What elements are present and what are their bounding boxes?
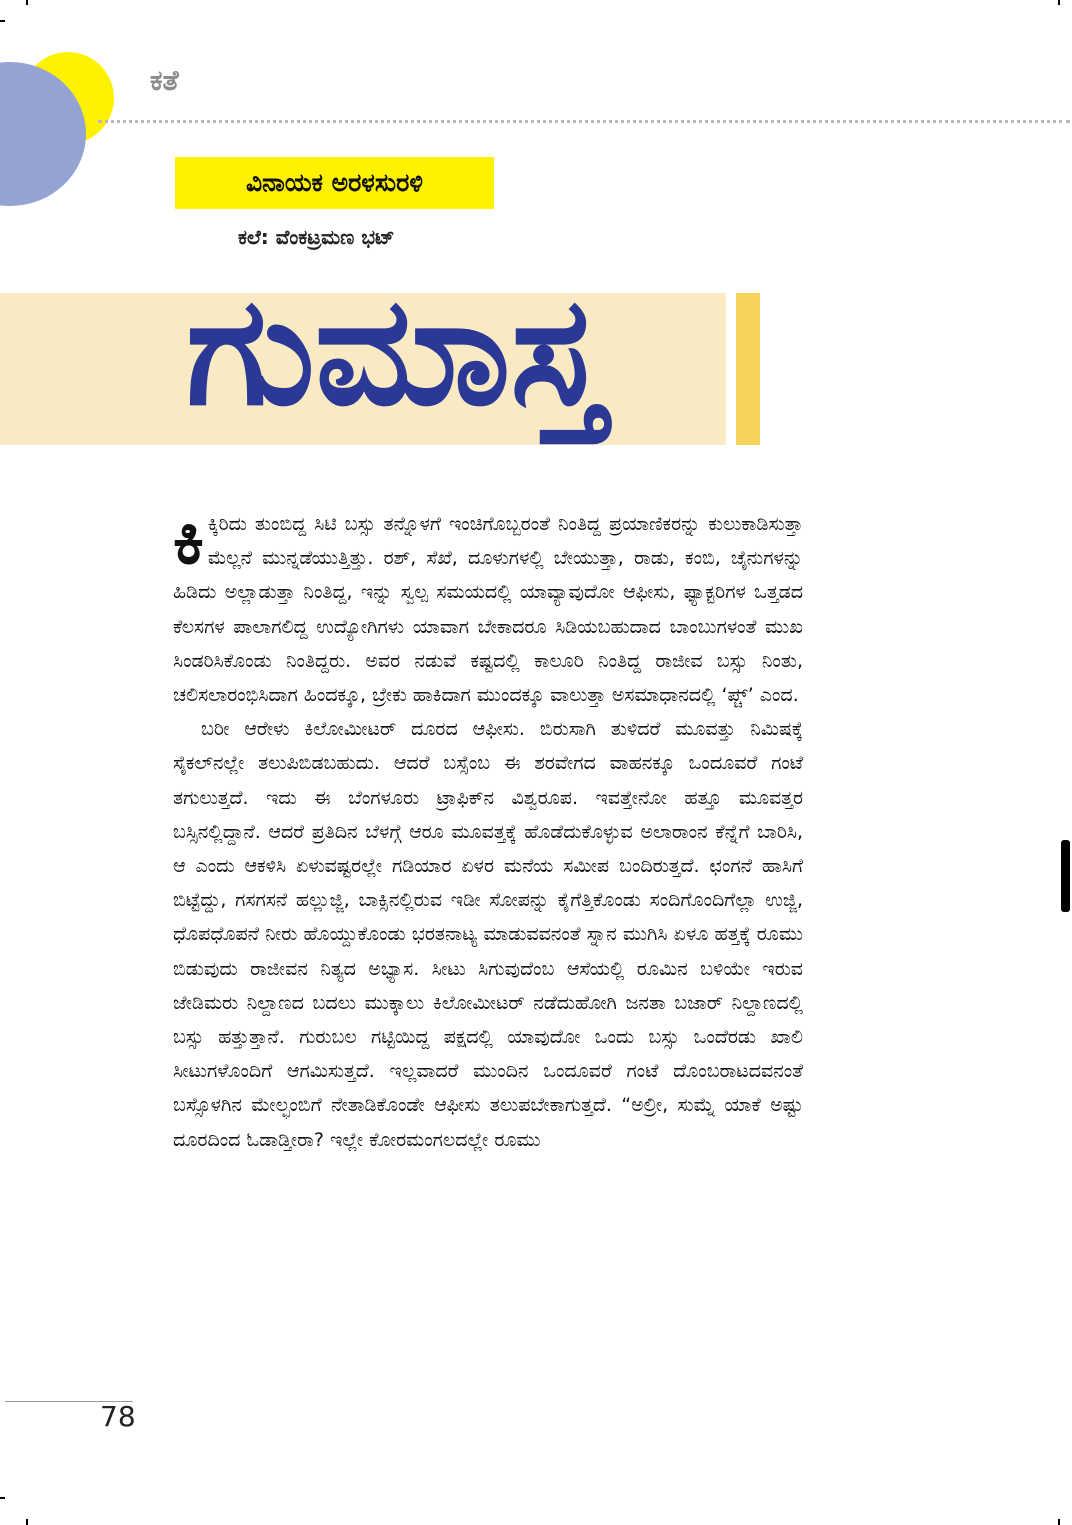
- paragraph-1: [173, 502, 803, 712]
- drop-cap: ಕಿ: [173, 502, 204, 579]
- crop-mark: [26, 1519, 28, 1525]
- page-number: 78: [100, 1400, 136, 1433]
- illustration-credit: ಕಲೆ: ವೆಂಕಟ್ರಮಣ ಭಟ್: [238, 225, 395, 249]
- crop-mark: [1058, 0, 1060, 5]
- author-name: ವಿನಾಯಕ ಅರಳಸುರಳಿ: [246, 168, 423, 197]
- crop-mark: [26, 0, 28, 5]
- paragraph-2: ಬರೀ ಆರೇಳು ಕಿಲೋಮೀಟರ್ ದೂರದ ಆಫೀಸು. ಬಿರುಸಾಗಿ ತುಳಿದರೆ ಮೂವತ್ತು ನಿಮಿಷಕ್ಕೆ ಸೈಕಲ್‌ನಲ್ಲೇ ತಲುಪಿಬಿಡಬಹುದು. ಆದರೆ ಬಸ್ಸೆಂಬ ಈ ಶರವೇಗದ ವಾಹನಕ್ಕೂ ಒಂದೂವರೆ ಗಂಟೆ ತಗುಲುತ್ತದೆ. ಇದು ಈ ಬೆಂಗಳೂರು ಟ್ರಾಫಿಕ್‌ನ ವಿಶ್ವರೂಪ. ಇವತ್ತೇನೋ ಹತ್ತೂ ಮೂವತ್ತರ ಬಸ್ಸಿನಲ್ಲಿದ್ದಾನೆ. ಆದರೆ ಪ್ರತಿದಿನ ಬೆಳಗ್ಗೆ ಆರೂ ಮೂವತ್ತಕ್ಕೆ ಹೊಡೆದುಕೊಳ್ಳುವ ಅಲಾರಾಂನ ಕೆನ್ನೆಗೆ ಬಾರಿಸಿ, ಆ ಎಂದು ಆಕಳಿಸಿ ಏಳುವಷ್ಟರಲ್ಲೇ ಗಡಿಯಾರ ಏಳರ ಮನೆಯ ಸಮೀಪ ಬಂದಿರುತ್ತದೆ. ಛಂಗನೆ ಹಾಸಿಗೆ ಬಿಟ್ಟೆದ್ದು, ಗಸಗಸನೆ ಹಲ್ಲುಜ್ಜಿ, ಬಾಕ್ಸಿನಲ್ಲಿರುವ ಇಡೀ ಸೋಪನ್ನು ಕೈಗೆತ್ತಿಕೊಂಡು ಸಂದಿಗೊಂದಿಗೆಲ್ಲಾ ಉಜ್ಜಿ, ಧೊಪಧೊಪನೆ ನೀರು ಹೊಯ್ದುಕೊಂಡು ಭರತನಾಟ್ಯ ಮಾಡುವವನಂತೆ ಸ್ನಾನ ಮುಗಿಸಿ ಏಳೂ ಹತ್ತಕ್ಕೆ ರೂಮು ಬಿಡುವುದು ರಾಜೀವನ ನಿತ್ಯದ ಅಭ್ಯಾಸ. ಸೀಟು ಸಿಗುವುದೆಂಬ ಆಸೆಯಲ್ಲಿ ರೂಮಿನ ಬಳಿಯೇ ಇರುವ ಜೇಡಿಮರು ನಿಲ್ದಾಣದ ಬದಲು ಮುಕ್ಕಾಲು ಕಿಲೋಮೀಟರ್ ನಡೆದುಹೋಗಿ ಜನತಾ ಬಜಾರ್ ನಿಲ್ದಾಣದಲ್ಲಿ ಬಸ್ಸು ಹತ್ತುತ್ತಾನೆ. ಗುರುಬಲ ಗಟ್ಟಿಯಿದ್ದ ಪಕ್ಷದಲ್ಲಿ ಯಾವುದೋ ಒಂದು ಬಸ್ಸು ಒಂದೆರಡು ಖಾಲಿ ಸೀಟುಗಳೊಂದಿಗೆ ಆಗಮಿಸುತ್ತದೆ. ಇಲ್ಲವಾದರೆ ಮುಂದಿನ ಒಂದೂವರೆ ಗಂಟೆ ದೊಂಬರಾಟದವನಂತೆ ಬಸ್ಸೊಳಗಿನ ಮೇಲ್ಛಂಬಿಗೆ ನೇತಾಡಿಕೊಂಡೇ ಆಫೀಸು ತಲುಪಬೇಕಾಗುತ್ತದೆ. “ಅಲ್ರೀ, ಸುಮ್ನೆ ಯಾಕೆ ಅಷ್ಟು ದೂರದಿಂದ ಓಡಾಡ್ತೀರಾ? ಇಲ್ಲೇ ಕೋರಮಂಗಲದಲ್ಲೇ ರೂಮು: [173, 718, 803, 1151]
- story-body: [173, 502, 803, 1157]
- story-title: ಗುಮಾಸ್ತ: [186, 265, 603, 439]
- crop-mark: [0, 1497, 5, 1499]
- section-label: ಕತೆ: [150, 64, 179, 97]
- paragraph-1-text: ಕ್ಕಿರಿದು ತುಂಬಿದ್ದ ಸಿಟಿ ಬಸ್ಸು ತನ್ನೊಳಗೆ ಇಂಚಿಗೊಬ್ಬರಂತೆ ನಿಂತಿದ್ದ ಪ್ರಯಾಣಿಕರನ್ನು ಕುಲುಕಾಡಿಸುತ್ತಾ ಮೆಲ್ಲನೆ ಮುನ್ನಡೆಯುತ್ತಿತ್ತು. ರಶ್, ಸೆಖೆ, ದೂಳುಗಳಲ್ಲಿ ಬೇಯುತ್ತಾ, ರಾಡು, ಕಂಬಿ, ಚೈನುಗಳನ್ನು ಹಿಡಿದು ಅಲ್ಲಾಡುತ್ತಾ ನಿಂತಿದ್ದ, ಇನ್ನು ಸ್ವಲ್ಪ ಸಮಯದಲ್ಲಿ ಯಾವ್ಯಾವುದೋ ಆಫೀಸು, ಫ್ಯಾಕ್ಟರಿಗಳ ಒತ್ತಡದ ಕೆಲಸಗಳ ಪಾಲಾಗಲಿದ್ದ ಉದ್ಯೋಗಿಗಳು ಯಾವಾಗ ಬೇಕಾದರೂ ಸಿಡಿಯಬಹುದಾದ ಬಾಂಬುಗಳಂತೆ ಮುಖ ಸಿಂಡರಿಸಿಕೊಂಡು ನಿಂತಿದ್ದರು. ಅವರ ನಡುವೆ ಕಷ್ಟದಲ್ಲಿ ಕಾಲೂರಿ ನಿಂತಿದ್ದ ರಾಜೀವ ಬಸ್ಸು ನಿಂತು, ಚಲಿಸಲಾರಂಭಿಸಿದಾಗ ಹಿಂದಕ್ಕೂ, ಬ್ರೇಕು ಹಾಕಿದಾಗ ಮುಂದಕ್ಕೂ ವಾಲುತ್ತಾ ಅಸಮಾಧಾನದಲ್ಲಿ ‘ಪ್ಚ್’ ಎಂದ.: [173, 513, 803, 707]
- author-name-box: [175, 157, 494, 209]
- title-accent-stripe: [736, 293, 760, 445]
- page-edge-mark: [1061, 840, 1070, 912]
- crop-mark: [0, 20, 5, 22]
- crop-mark: [1058, 1519, 1060, 1525]
- dotted-divider: [98, 120, 1070, 123]
